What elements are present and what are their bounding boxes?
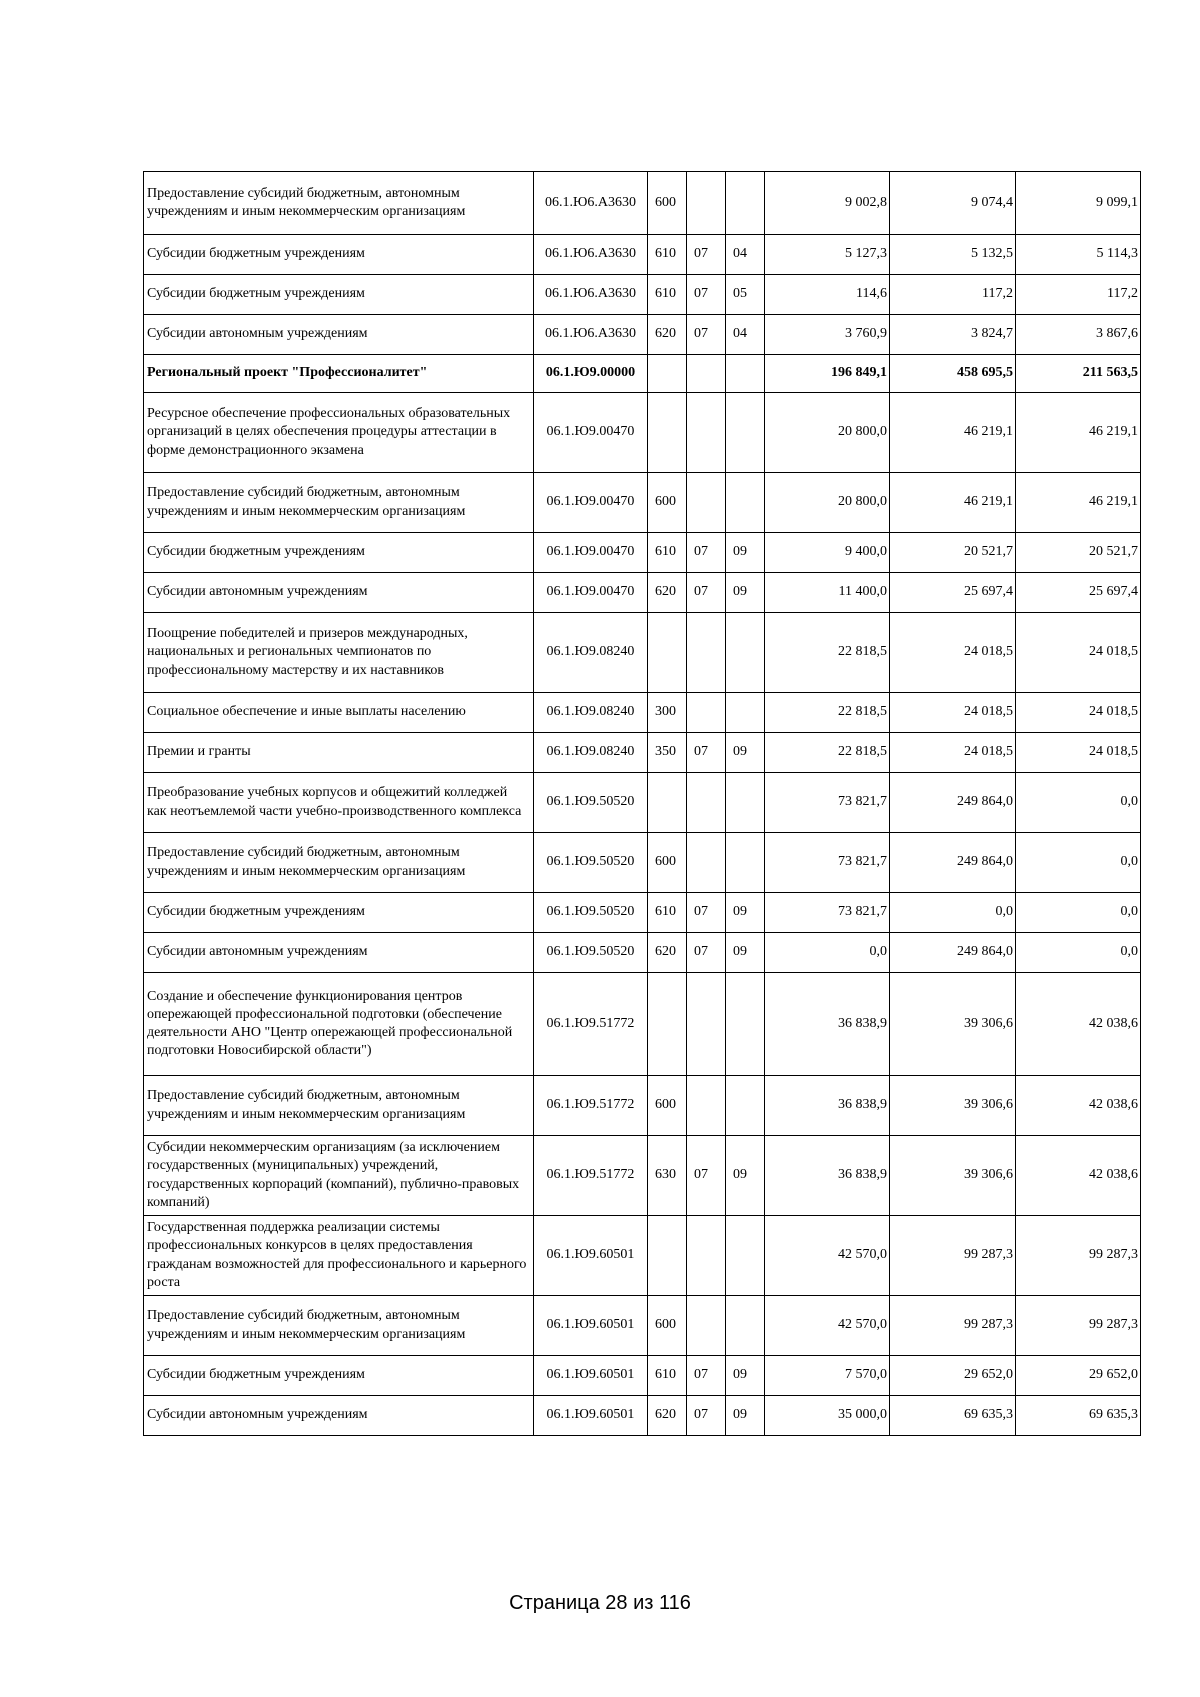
- row-amount-year1: 36 838,9: [765, 1136, 890, 1216]
- row-subsection: [726, 1076, 765, 1136]
- row-csr-code: 06.1.Ю9.00470: [534, 393, 648, 473]
- row-section: [687, 172, 726, 235]
- row-section: [687, 1296, 726, 1356]
- table-row: [144, 693, 1141, 733]
- table-row: [144, 473, 1141, 533]
- row-csr-code: 06.1.Ю9.00470: [534, 573, 648, 613]
- row-expense-type: 600: [648, 172, 687, 235]
- row-amount-year3: 25 697,4: [1016, 573, 1141, 613]
- row-amount-year1: 114,6: [765, 275, 890, 315]
- row-section: 07: [687, 893, 726, 933]
- row-expense-type: 610: [648, 275, 687, 315]
- row-section: [687, 473, 726, 533]
- row-amount-year3: 24 018,5: [1016, 613, 1141, 693]
- row-csr-code: 06.1.Ю6.А3630: [534, 235, 648, 275]
- table-row: [144, 315, 1141, 355]
- row-amount-year2: 24 018,5: [890, 613, 1016, 693]
- row-amount-year3: 0,0: [1016, 773, 1141, 833]
- row-amount-year3: 24 018,5: [1016, 733, 1141, 773]
- row-amount-year2: 458 695,5: [890, 355, 1016, 393]
- row-amount-year2: 39 306,6: [890, 973, 1016, 1076]
- row-amount-year3: 42 038,6: [1016, 1136, 1141, 1216]
- row-expense-type: [648, 1216, 687, 1296]
- row-expense-type: [648, 393, 687, 473]
- row-amount-year1: 73 821,7: [765, 833, 890, 893]
- table-row: [144, 1296, 1141, 1356]
- row-expense-type: 600: [648, 473, 687, 533]
- row-amount-year2: 25 697,4: [890, 573, 1016, 613]
- row-amount-year3: 9 099,1: [1016, 172, 1141, 235]
- row-expense-type: 620: [648, 315, 687, 355]
- row-section: [687, 613, 726, 693]
- row-subsection: [726, 172, 765, 235]
- row-section: 07: [687, 733, 726, 773]
- table-row: [144, 1136, 1141, 1216]
- row-subsection: 09: [726, 573, 765, 613]
- row-expense-type: [648, 973, 687, 1076]
- row-csr-code: 06.1.Ю9.08240: [534, 613, 648, 693]
- row-amount-year1: 42 570,0: [765, 1296, 890, 1356]
- row-section: 07: [687, 275, 726, 315]
- row-section: 07: [687, 1396, 726, 1436]
- row-expense-type: [648, 613, 687, 693]
- row-name: Субсидии автономным учреждениям: [144, 1396, 534, 1436]
- row-amount-year2: 99 287,3: [890, 1296, 1016, 1356]
- row-csr-code: 06.1.Ю9.60501: [534, 1296, 648, 1356]
- row-name: Ресурсное обеспечение профессиональных образовательных организаций в целях обеспечения процедуры аттестации в форме демонстрационного экзамена: [144, 393, 534, 473]
- row-csr-code: 06.1.Ю9.00470: [534, 473, 648, 533]
- row-section: 07: [687, 933, 726, 973]
- row-amount-year1: 5 127,3: [765, 235, 890, 275]
- row-csr-code: 06.1.Ю9.00000: [534, 355, 648, 393]
- row-amount-year1: 36 838,9: [765, 1076, 890, 1136]
- row-amount-year2: 5 132,5: [890, 235, 1016, 275]
- row-subsection: 09: [726, 533, 765, 573]
- table-row: [144, 275, 1141, 315]
- row-section: [687, 693, 726, 733]
- row-name: Субсидии бюджетным учреждениям: [144, 893, 534, 933]
- row-subsection: 05: [726, 275, 765, 315]
- row-name: Предоставление субсидий бюджетным, автономным учреждениям и иным некоммерческим организациям: [144, 1296, 534, 1356]
- row-csr-code: 06.1.Ю9.51772: [534, 1076, 648, 1136]
- row-section: [687, 973, 726, 1076]
- row-section: [687, 773, 726, 833]
- row-csr-code: 06.1.Ю9.60501: [534, 1216, 648, 1296]
- row-subsection: [726, 355, 765, 393]
- row-subsection: [726, 393, 765, 473]
- row-subsection: [726, 833, 765, 893]
- row-amount-year3: 117,2: [1016, 275, 1141, 315]
- row-subsection: 09: [726, 1136, 765, 1216]
- row-name: Региональный проект "Профессионалитет": [144, 355, 534, 393]
- budget-table: [143, 171, 1141, 1436]
- row-amount-year1: 11 400,0: [765, 573, 890, 613]
- table-row: [144, 172, 1141, 235]
- row-name: Предоставление субсидий бюджетным, автономным учреждениям и иным некоммерческим организациям: [144, 833, 534, 893]
- row-name: Предоставление субсидий бюджетным, автономным учреждениям и иным некоммерческим организациям: [144, 473, 534, 533]
- row-expense-type: 630: [648, 1136, 687, 1216]
- row-subsection: 09: [726, 733, 765, 773]
- row-name: Премии и гранты: [144, 733, 534, 773]
- row-subsection: [726, 973, 765, 1076]
- row-amount-year3: 3 867,6: [1016, 315, 1141, 355]
- row-amount-year3: 24 018,5: [1016, 693, 1141, 733]
- row-amount-year2: 3 824,7: [890, 315, 1016, 355]
- row-amount-year1: 7 570,0: [765, 1356, 890, 1396]
- row-amount-year2: 24 018,5: [890, 693, 1016, 733]
- row-name: Субсидии бюджетным учреждениям: [144, 235, 534, 275]
- table-row: [144, 235, 1141, 275]
- row-amount-year1: 9 400,0: [765, 533, 890, 573]
- row-section: 07: [687, 533, 726, 573]
- row-section: [687, 1076, 726, 1136]
- row-amount-year1: 73 821,7: [765, 893, 890, 933]
- row-subsection: [726, 773, 765, 833]
- row-amount-year2: 46 219,1: [890, 473, 1016, 533]
- row-subsection: [726, 1216, 765, 1296]
- row-amount-year3: 42 038,6: [1016, 973, 1141, 1076]
- row-expense-type: 300: [648, 693, 687, 733]
- row-subsection: 04: [726, 315, 765, 355]
- row-expense-type: 610: [648, 235, 687, 275]
- table-row: [144, 893, 1141, 933]
- row-amount-year2: 29 652,0: [890, 1356, 1016, 1396]
- row-amount-year2: 249 864,0: [890, 933, 1016, 973]
- row-section: 07: [687, 315, 726, 355]
- row-subsection: 09: [726, 933, 765, 973]
- row-name: Государственная поддержка реализации системы профессиональных конкурсов в целях предоставления гражданам возможностей для профессионального и карьерного роста: [144, 1216, 534, 1296]
- table-row: [144, 773, 1141, 833]
- row-amount-year3: 99 287,3: [1016, 1296, 1141, 1356]
- row-amount-year2: 9 074,4: [890, 172, 1016, 235]
- row-amount-year1: 0,0: [765, 933, 890, 973]
- table-row: [144, 573, 1141, 613]
- row-name: Субсидии бюджетным учреждениям: [144, 533, 534, 573]
- row-amount-year2: 249 864,0: [890, 833, 1016, 893]
- row-amount-year3: 42 038,6: [1016, 1076, 1141, 1136]
- row-amount-year3: 0,0: [1016, 933, 1141, 973]
- row-subsection: 09: [726, 1356, 765, 1396]
- row-subsection: [726, 613, 765, 693]
- row-expense-type: 600: [648, 1076, 687, 1136]
- table-row: [144, 613, 1141, 693]
- row-amount-year3: 69 635,3: [1016, 1396, 1141, 1436]
- row-name: Субсидии бюджетным учреждениям: [144, 275, 534, 315]
- row-amount-year3: 99 287,3: [1016, 1216, 1141, 1296]
- row-subsection: [726, 1296, 765, 1356]
- row-expense-type: [648, 773, 687, 833]
- row-amount-year2: 24 018,5: [890, 733, 1016, 773]
- row-amount-year1: 20 800,0: [765, 473, 890, 533]
- row-csr-code: 06.1.Ю9.08240: [534, 733, 648, 773]
- row-amount-year1: 22 818,5: [765, 733, 890, 773]
- table-row: [144, 533, 1141, 573]
- row-amount-year1: 9 002,8: [765, 172, 890, 235]
- row-amount-year1: 196 849,1: [765, 355, 890, 393]
- row-amount-year2: 39 306,6: [890, 1136, 1016, 1216]
- row-csr-code: 06.1.Ю9.51772: [534, 1136, 648, 1216]
- row-amount-year2: 99 287,3: [890, 1216, 1016, 1296]
- row-amount-year3: 211 563,5: [1016, 355, 1141, 393]
- row-name: Предоставление субсидий бюджетным, автономным учреждениям и иным некоммерческим организациям: [144, 172, 534, 235]
- table-row: [144, 1076, 1141, 1136]
- row-csr-code: 06.1.Ю9.51772: [534, 973, 648, 1076]
- table-row: [144, 733, 1141, 773]
- row-expense-type: 350: [648, 733, 687, 773]
- row-name: Преобразование учебных корпусов и общежитий колледжей как неотъемлемой части учебно-производственного комплекса: [144, 773, 534, 833]
- row-expense-type: 620: [648, 1396, 687, 1436]
- row-csr-code: 06.1.Ю9.50520: [534, 893, 648, 933]
- row-csr-code: 06.1.Ю9.50520: [534, 933, 648, 973]
- table-row: [144, 1216, 1141, 1296]
- row-name: Создание и обеспечение функционирования центров опережающей профессиональной подготовки (обеспечение деятельности АНО "Центр опережающей профессиональной подготовки Новосибирской области"): [144, 973, 534, 1076]
- page-number: Страница 28 из 116: [509, 1592, 691, 1614]
- row-csr-code: 06.1.Ю9.08240: [534, 693, 648, 733]
- row-name: Субсидии автономным учреждениям: [144, 315, 534, 355]
- row-amount-year1: 35 000,0: [765, 1396, 890, 1436]
- row-subsection: 04: [726, 235, 765, 275]
- row-name: Социальное обеспечение и иные выплаты населению: [144, 693, 534, 733]
- row-expense-type: 600: [648, 1296, 687, 1356]
- row-name: Субсидии бюджетным учреждениям: [144, 1356, 534, 1396]
- row-amount-year3: 5 114,3: [1016, 235, 1141, 275]
- row-amount-year2: 39 306,6: [890, 1076, 1016, 1136]
- row-expense-type: [648, 355, 687, 393]
- row-section: [687, 393, 726, 473]
- table-row: [144, 1396, 1141, 1436]
- row-section: 07: [687, 235, 726, 275]
- row-expense-type: 610: [648, 1356, 687, 1396]
- row-csr-code: 06.1.Ю9.60501: [534, 1356, 648, 1396]
- row-amount-year1: 20 800,0: [765, 393, 890, 473]
- row-expense-type: 610: [648, 893, 687, 933]
- row-amount-year3: 46 219,1: [1016, 473, 1141, 533]
- row-amount-year1: 36 838,9: [765, 973, 890, 1076]
- row-name: Субсидии некоммерческим организациям (за исключением государственных (муниципальных) учреждений, государственных корпораций (компаний), публично-правовых компаний): [144, 1136, 534, 1216]
- row-subsection: [726, 473, 765, 533]
- table-row: [144, 355, 1141, 393]
- row-expense-type: 610: [648, 533, 687, 573]
- row-section: 07: [687, 573, 726, 613]
- table-row: [144, 393, 1141, 473]
- row-expense-type: 620: [648, 573, 687, 613]
- row-amount-year2: 20 521,7: [890, 533, 1016, 573]
- row-amount-year3: 29 652,0: [1016, 1356, 1141, 1396]
- row-csr-code: 06.1.Ю9.50520: [534, 773, 648, 833]
- row-amount-year3: 46 219,1: [1016, 393, 1141, 473]
- row-amount-year2: 69 635,3: [890, 1396, 1016, 1436]
- row-amount-year3: 20 521,7: [1016, 533, 1141, 573]
- row-amount-year2: 0,0: [890, 893, 1016, 933]
- row-section: 07: [687, 1136, 726, 1216]
- row-amount-year2: 46 219,1: [890, 393, 1016, 473]
- row-amount-year2: 117,2: [890, 275, 1016, 315]
- table-row: [144, 1356, 1141, 1396]
- row-amount-year1: 22 818,5: [765, 693, 890, 733]
- row-amount-year1: 73 821,7: [765, 773, 890, 833]
- row-subsection: [726, 693, 765, 733]
- row-name: Предоставление субсидий бюджетным, автономным учреждениям и иным некоммерческим организациям: [144, 1076, 534, 1136]
- row-section: 07: [687, 1356, 726, 1396]
- table-row: [144, 973, 1141, 1076]
- row-subsection: 09: [726, 893, 765, 933]
- row-subsection: 09: [726, 1396, 765, 1436]
- table-row: [144, 833, 1141, 893]
- row-amount-year1: 22 818,5: [765, 613, 890, 693]
- row-csr-code: 06.1.Ю6.А3630: [534, 275, 648, 315]
- row-csr-code: 06.1.Ю9.60501: [534, 1396, 648, 1436]
- row-expense-type: 620: [648, 933, 687, 973]
- row-csr-code: 06.1.Ю6.А3630: [534, 172, 648, 235]
- row-csr-code: 06.1.Ю9.00470: [534, 533, 648, 573]
- row-expense-type: 600: [648, 833, 687, 893]
- row-amount-year1: 3 760,9: [765, 315, 890, 355]
- row-name: Субсидии автономным учреждениям: [144, 933, 534, 973]
- row-amount-year2: 249 864,0: [890, 773, 1016, 833]
- row-section: [687, 1216, 726, 1296]
- row-amount-year3: 0,0: [1016, 833, 1141, 893]
- row-name: Поощрение победителей и призеров международных, национальных и региональных чемпионатов по профессиональному мастерству и их наставников: [144, 613, 534, 693]
- row-section: [687, 355, 726, 393]
- row-csr-code: 06.1.Ю9.50520: [534, 833, 648, 893]
- row-csr-code: 06.1.Ю6.А3630: [534, 315, 648, 355]
- row-name: Субсидии автономным учреждениям: [144, 573, 534, 613]
- row-amount-year1: 42 570,0: [765, 1216, 890, 1296]
- table-row: [144, 933, 1141, 973]
- row-amount-year3: 0,0: [1016, 893, 1141, 933]
- table-body: [144, 172, 1141, 1436]
- row-section: [687, 833, 726, 893]
